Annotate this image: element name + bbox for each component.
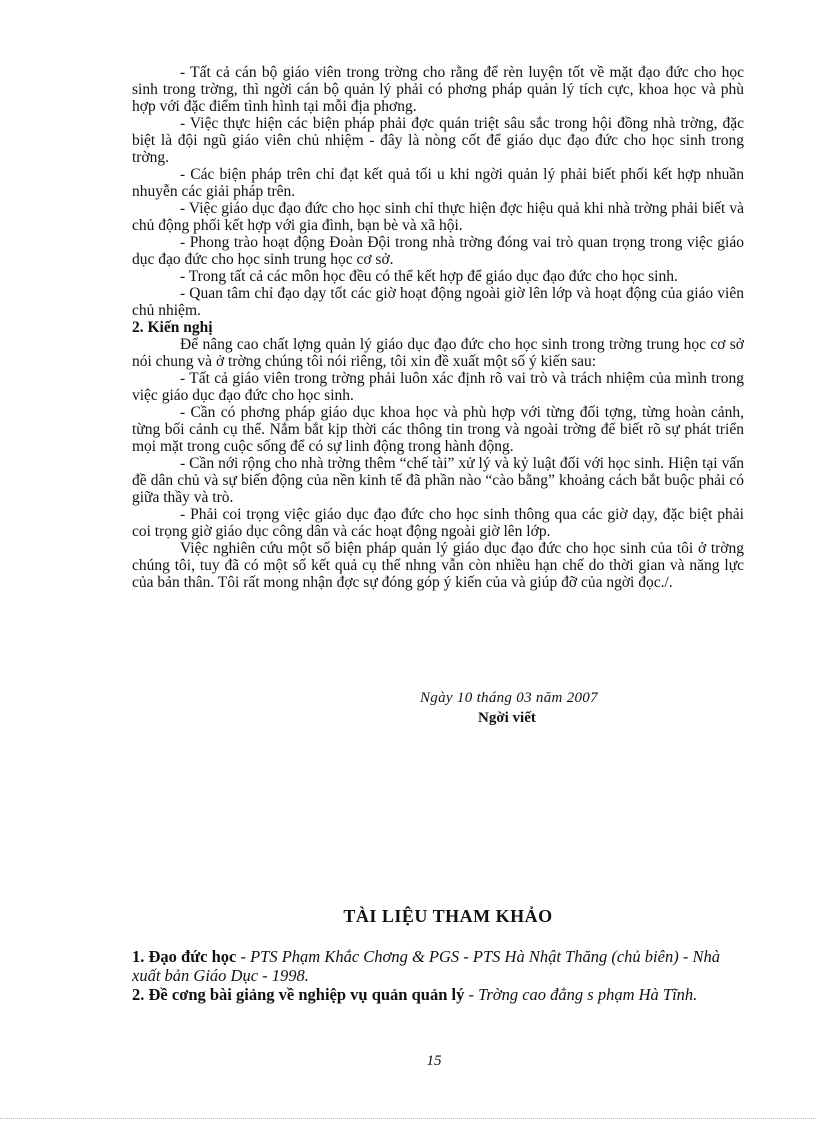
paragraph: - Cần nới rộng cho nhà trờng thêm “chế tài” xử lý và kỷ luật đối với học sinh. Hiện tại vấn đề dân chủ và sự biến động của nền kinh tế đã phần nào “cào bằng” khoảng cách bắt buộc phải có giữa thầy và trò. — [132, 455, 744, 506]
paragraph: Việc nghiên cứu một số biện pháp quản lý giáo dục đạo đức cho học sinh của tôi ở trờng chúng tôi, tuy đã có một số kết quả cụ thể nhng vẫn còn nhiều hạn chế do thời gian và năng lực của bản thân. Tôi rất mong nhận đợc sự đóng góp ý kiến của và giúp đỡ của ngời đọc./. — [132, 540, 744, 591]
body-text — [132, 64, 744, 591]
paragraph: - Việc giáo dục đạo đức cho học sinh chỉ thực hiện đợc hiệu quả khi nhà trờng phải biết và chủ động phối kết hợp với gia đình, bạn bè và xã hội. — [132, 200, 744, 234]
reference-details: - Trờng cao đẳng s phạm Hà Tĩnh. — [464, 985, 698, 1004]
paragraph: - Phong trào hoạt động Đoàn Đội trong nhà trờng đóng vai trò quan trọng trong việc giáo dục đạo đức cho học sinh trung học cơ sở. — [132, 234, 744, 268]
paragraph: - Quan tâm chỉ đạo dạy tốt các giờ hoạt động ngoài giờ lên lớp và hoạt động của giáo viên chủ nhiệm. — [132, 285, 744, 319]
reference-item — [132, 985, 744, 1004]
references-title: TÀI LIỆU THAM KHẢO — [343, 906, 553, 926]
reference-title: Đạo đức học — [148, 947, 237, 966]
signature-block — [420, 688, 680, 728]
signature-role: Ngời viết — [478, 710, 536, 726]
paragraph: - Tất cả cán bộ giáo viên trong trờng cho rằng để rèn luyện tốt về mặt đạo đức cho học sinh trong trờng, thì ngời cán bộ quản lý phải có phơng pháp quản lý tích cực, khoa học và phù hợp với đặc điểm tình hình tại mỗi địa phơng. — [132, 64, 744, 115]
paragraph: - Phải coi trọng việc giáo dục đạo đức cho học sinh thông qua các giờ dạy, đặc biệt phải coi trọng giờ giáo dục công dân và các hoạt động ngoài giờ lên lớp. — [132, 506, 744, 540]
paragraph: - Trong tất cả các môn học đều có thể kết hợp để giáo dục đạo đức cho học sinh. — [180, 268, 678, 285]
paragraph: - Cần có phơng pháp giáo dục khoa học và phù hợp với từng đối tợng, từng hoàn cảnh, từng bối cảnh cụ thể. Nắm bắt kịp thời các thông tin trong và ngoài trờng để biết rõ sự phát triển mọi mặt trong cuộc sống để có sự linh động trong hành động. — [132, 404, 744, 455]
paragraph: - Việc thực hiện các biện pháp phải đợc quán triệt sâu sắc trong hội đồng nhà trờng, đặc biệt là đội ngũ giáo viên chủ nhiệm - đây là nòng cốt để giáo dục đạo đức cho học sinh trong trờng. — [132, 115, 744, 166]
paragraph: - Các biện pháp trên chỉ đạt kết quả tối u khi ngời quản lý phải biết phối kết hợp nhuần nhuyễn các giải pháp trên. — [132, 166, 744, 200]
reference-item — [132, 947, 744, 985]
reference-number: 1. — [132, 947, 145, 966]
reference-details: - PTS Phạm Khắc Chơng & PGS - PTS Hà Nhật Thăng (chủ biên) - Nhà xuất bản Giáo Dục - 1998. — [132, 947, 720, 985]
page-number: 15 — [426, 1053, 442, 1069]
reference-number: 2. — [132, 985, 145, 1004]
signature-date: Ngày 10 tháng 03 năm 2007 — [420, 690, 598, 706]
references-section — [132, 906, 744, 1004]
page-bottom-rule — [0, 1118, 816, 1119]
section-heading: 2. Kiến nghị — [132, 319, 213, 336]
reference-title: Đề cơng bài giảng về nghiệp vụ quản quản lý — [148, 985, 465, 1004]
paragraph: - Tất cả giáo viên trong trờng phải luôn xác định rõ vai trò và trách nhiệm của mình trong việc giáo dục đạo đức cho học sinh. — [132, 370, 744, 404]
paragraph: Để nâng cao chất lợng quản lý giáo dục đạo đức cho học sinh trong trờng trung học cơ sở nói chung và ở trờng chúng tôi nói riêng, tôi xin đề xuất một số ý kiến sau: — [132, 336, 744, 370]
